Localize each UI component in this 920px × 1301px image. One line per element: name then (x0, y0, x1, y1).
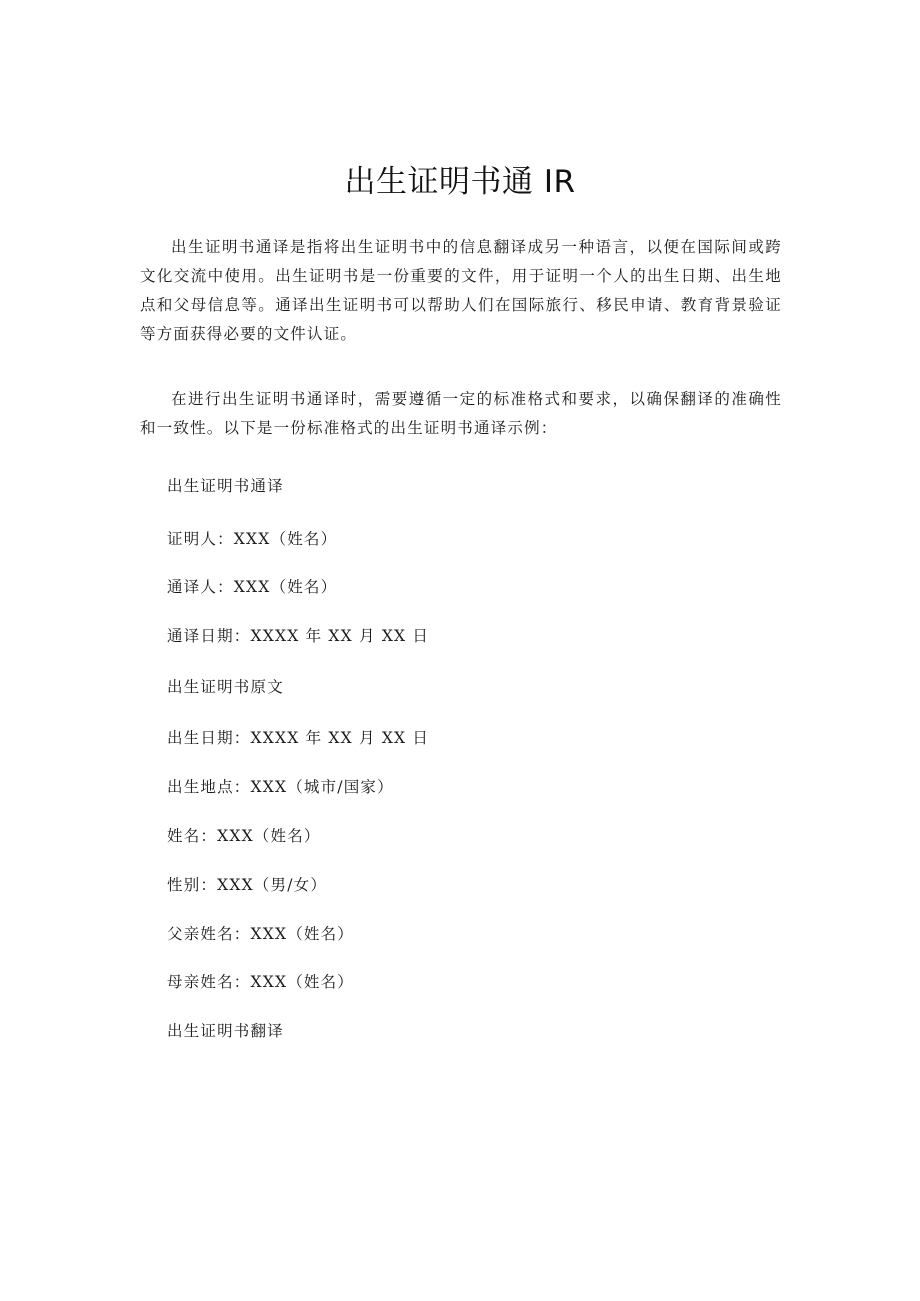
format-paragraph: 在进行出生证明书通译时，需要遵循一定的标准格式和要求，以确保翻译的准确性和一致性。以下是一份标准格式的出生证明书通译示例： (140, 390, 782, 437)
section-heading-translated: 出生证明书翻译 (167, 1022, 284, 1040)
field-name: 姓名：XXX（姓名） (167, 827, 321, 845)
field-birth-date: 出生日期：XXXX 年 XX 月 XX 日 (167, 729, 430, 747)
section-heading-translation: 出生证明书通译 (167, 477, 284, 495)
document-title: 出生证明书通 IR (344, 164, 576, 200)
field-certifier: 证明人：XXX（姓名） (167, 530, 338, 548)
field-translator: 通译人：XXX（姓名） (167, 578, 338, 596)
field-father-name: 父亲姓名：XXX（姓名） (167, 925, 355, 943)
section-heading-original: 出生证明书原文 (167, 678, 284, 696)
field-birth-place: 出生地点：XXX（城市/国家） (167, 778, 394, 796)
field-gender: 性别：XXX（男/女） (167, 876, 328, 894)
field-mother-name: 母亲姓名：XXX（姓名） (167, 973, 355, 991)
intro-paragraph: 出生证明书通译是指将出生证明书中的信息翻译成另一种语言，以便在国际间或跨文化交流中使用。出生证明书是一份重要的文件，用于证明一个人的出生日期、出生地点和父母信息等。通译出生证明书可以帮助人们在国际旅行、移民申请、教育背景验证等方面获得必要的文件认证。 (140, 238, 782, 343)
field-translation-date: 通译日期：XXXX 年 XX 月 XX 日 (167, 627, 430, 645)
